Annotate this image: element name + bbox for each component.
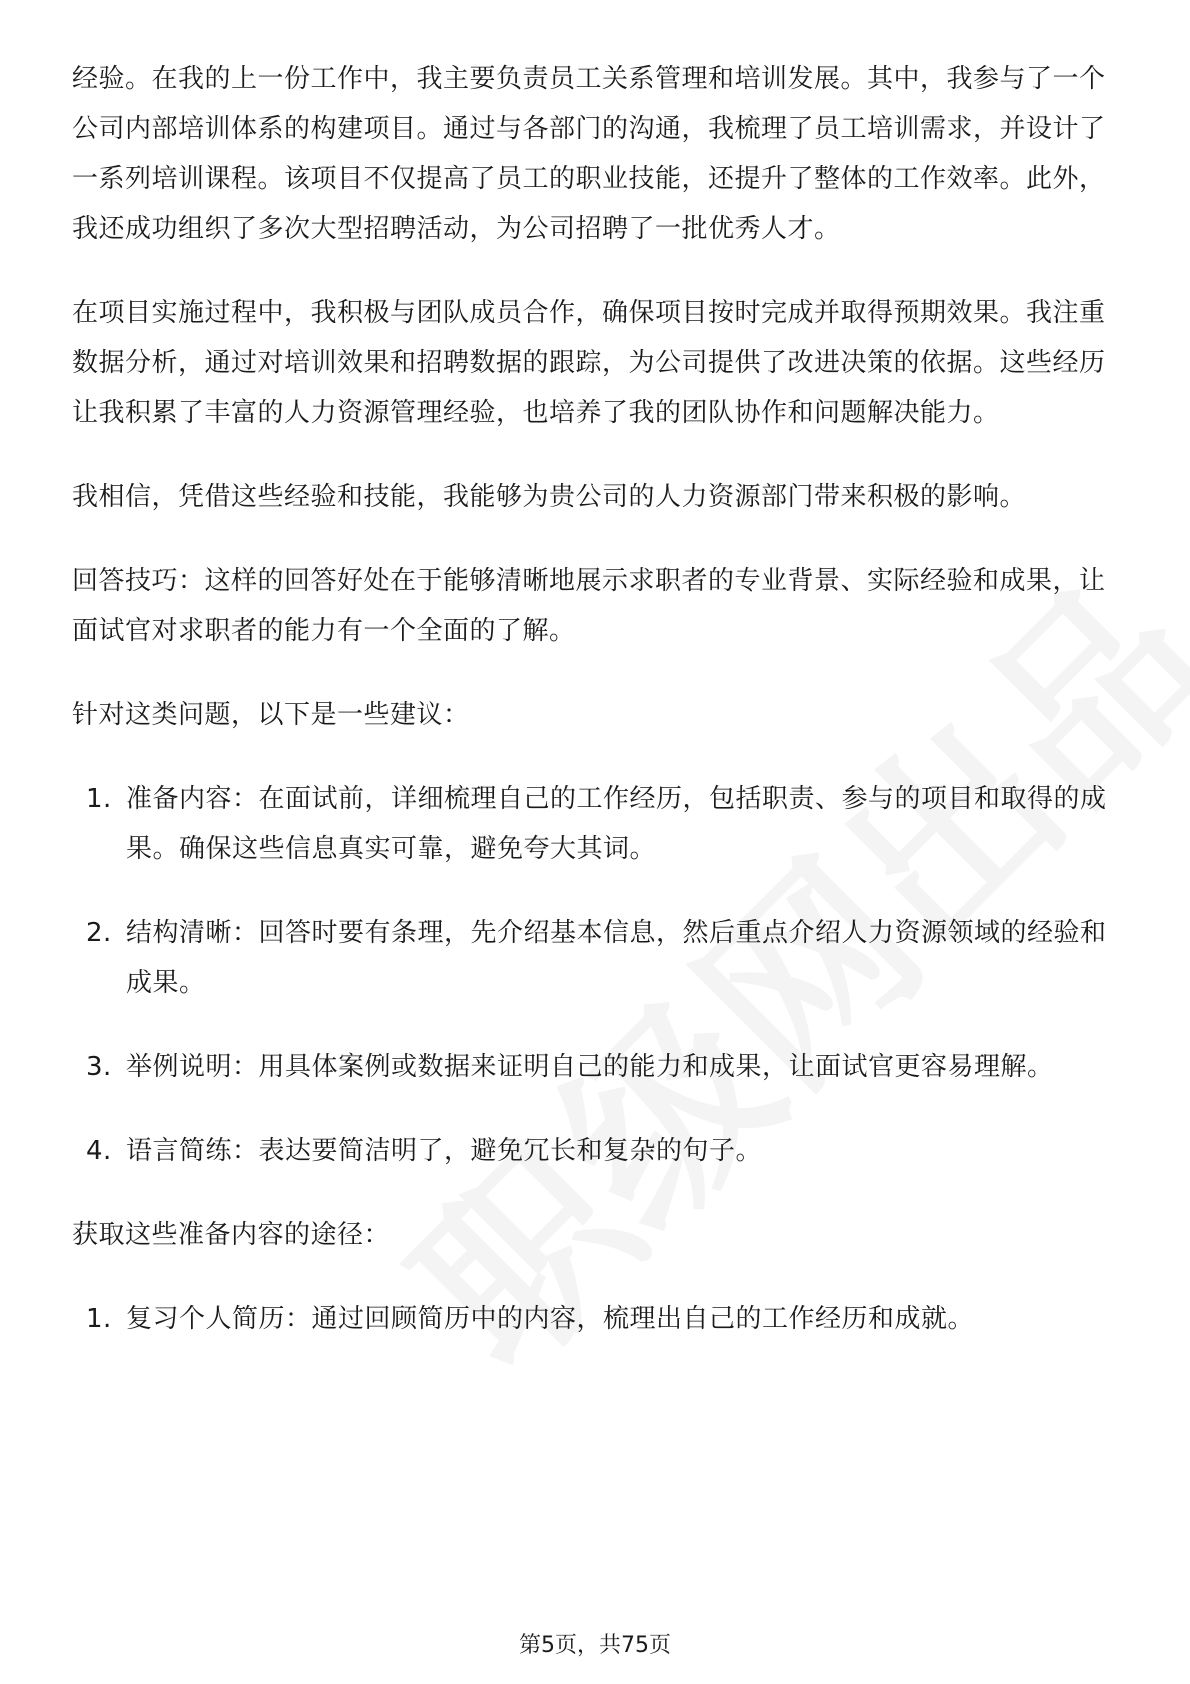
list-item: [72, 774, 1118, 874]
paragraph-belief: 我相信，凭借这些经验和技能，我能够为贵公司的人力资源部门带来积极的影响。: [72, 482, 1027, 512]
paragraph-ways-heading: 获取这些准备内容的途径：: [72, 1220, 391, 1250]
list-item: [72, 908, 1118, 1008]
list-item-number: 4.: [86, 1136, 112, 1166]
list-item-text: 举例说明：用具体案例或数据来证明自己的能力和成果，让面试官更容易理解。: [126, 1052, 1054, 1082]
paragraph-suggestions-intro: 针对这类问题，以下是一些建议：: [72, 700, 470, 730]
ways-list: [72, 1294, 1118, 1344]
paragraph-project: 在项目实施过程中，我积极与团队成员合作，确保项目按时完成并取得预期效果。我注重数据分析，通过对培训效果和招聘数据的跟踪，为公司提供了改进决策的依据。这些经历让我积累了丰富的人力资源管理经验，也培养了我的团队协作和问题解决能力。: [72, 298, 1106, 428]
page-number-footer: 第5页，共75页: [519, 1633, 671, 1658]
list-item: [72, 1294, 1118, 1344]
page-content: [72, 54, 1118, 1378]
list-item-number: 1.: [86, 784, 112, 814]
list-item-text: 复习个人简历：通过回顾简历中的内容，梳理出自己的工作经历和成就。: [126, 1304, 975, 1334]
list-item-text: 结构清晰：回答时要有条理，先介绍基本信息，然后重点介绍人力资源领域的经验和成果。: [126, 918, 1107, 998]
list-item-number: 3.: [86, 1052, 112, 1082]
paragraph-answer-tip: 回答技巧：这样的回答好处在于能够清晰地展示求职者的专业背景、实际经验和成果，让面试官对求职者的能力有一个全面的了解。: [72, 566, 1106, 646]
list-item-number: 2.: [86, 918, 112, 948]
list-item: [72, 1042, 1118, 1092]
list-item: [72, 1126, 1118, 1176]
list-item-number: 1.: [86, 1304, 112, 1334]
paragraph-experience: 经验。在我的上一份工作中，我主要负责员工关系管理和培训发展。其中，我参与了一个公司内部培训体系的构建项目。通过与各部门的沟通，我梳理了员工培训需求，并设计了一系列培训课程。该项目不仅提高了员工的职业技能，还提升了整体的工作效率。此外，我还成功组织了多次大型招聘活动，为公司招聘了一批优秀人才。: [72, 64, 1106, 244]
list-item-text: 语言简练：表达要简洁明了，避免冗长和复杂的句子。: [126, 1136, 763, 1166]
list-item-text: 准备内容：在面试前，详细梳理自己的工作经历，包括职责、参与的项目和取得的成果。确保这些信息真实可靠，避免夸大其词。: [126, 784, 1107, 864]
suggestions-list: [72, 774, 1118, 1176]
